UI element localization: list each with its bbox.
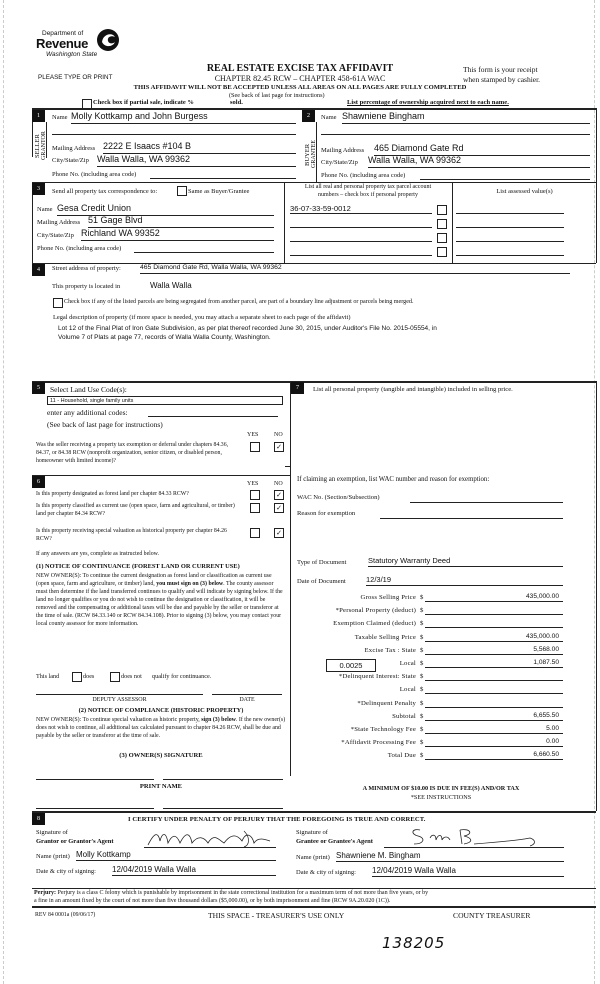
section3-number: 3	[32, 183, 45, 195]
form-title: REAL ESTATE EXCISE TAX AFFIDAVIT	[206, 63, 394, 74]
sold-label: sold.	[230, 99, 243, 106]
minimum-note: A MINIMUM OF $10.00 IS DUE IN FEE(S) AND/OR TAX	[362, 785, 520, 792]
legal-description-line2[interactable]: Volume 7 of Plats at page 77, records of Walla Walla County, Washington.	[58, 334, 271, 341]
see-instructions-note: *SEE INSTRUCTIONS	[410, 794, 472, 801]
print-name-line-1[interactable]	[36, 808, 154, 809]
tax-row-label: Local	[399, 686, 416, 693]
notice-continuance-title: (1) NOTICE OF CONTINUANCE (FOREST LAND OR CURRENT USE)	[36, 563, 240, 570]
buyer-name-label: Name	[321, 114, 337, 121]
land-use-see-back: (See back of last page for instructions)	[47, 420, 163, 429]
center-divider	[290, 381, 291, 776]
section5-top-border	[32, 381, 290, 383]
doc-date-field[interactable]: 12/3/19	[366, 575, 563, 586]
seller-mailing-field[interactable]: 2222 E Isaacs #104 B	[103, 141, 296, 154]
currency-symbol: $	[420, 673, 424, 680]
parcel-header-line2: numbers – check box if personal property	[318, 192, 418, 198]
perjury-text-1: Perjury is a class C felony which is punishable by imprisonment in the state correctional institution for a maximum term of not more than five years, or by	[56, 890, 429, 896]
personal-property-checkbox[interactable]	[437, 205, 447, 215]
buyer-name-line2[interactable]	[321, 134, 590, 135]
tax-row-label: *State Technology Fee	[350, 726, 416, 733]
buyer-city-label: City/State/Zip	[321, 159, 358, 166]
tax-row-value[interactable]: 1,087.50	[425, 659, 563, 668]
grantee-sig-label-1: Signature of	[296, 829, 328, 836]
additional-codes-label: enter any additional codes:	[47, 408, 128, 417]
section8-number: 8	[32, 813, 45, 825]
grantor-sig-label-1: Signature of	[36, 829, 68, 836]
segregated-checkbox[interactable]	[53, 298, 63, 308]
grantee-signature	[390, 826, 540, 848]
print-name-line-2[interactable]	[163, 808, 283, 809]
correspondence-name-label: Name	[37, 206, 53, 213]
footer-divider	[32, 906, 596, 908]
grantee-date-field[interactable]: 12/04/2019 Walla Walla	[372, 866, 564, 877]
notice-continuance-text-a: NEW OWNER(S): To continue the current designation as forest land or classification as current use (open space, farm and agriculture, or timber) land,	[36, 573, 272, 587]
reason-label: Reason for exemption	[297, 510, 356, 517]
print-name-label: PRINT NAME	[139, 783, 183, 790]
logo-line1: Department of	[42, 30, 84, 37]
legal-description-label: Legal description of property (if more space is needed, you may attach a separate sheet to each page of the affidavit)	[53, 314, 351, 321]
dor-logo	[36, 30, 126, 70]
receipt-note-1: This form is your receipt	[463, 65, 538, 74]
seller-name-line2[interactable]	[52, 134, 296, 135]
notice-compliance-text-a: NEW OWNER(S): To continue special valuation as historic property,	[36, 717, 200, 723]
tax-row-label: Gross Selling Price	[360, 594, 416, 601]
grantor-date-field[interactable]: 12/04/2019 Walla Walla	[112, 865, 276, 876]
grantee-name-field[interactable]: Shawniene M. Bingham	[336, 851, 564, 862]
seller-name-field[interactable]: Molly Kottkamp and John Burgess	[71, 111, 296, 124]
section7-right-border	[596, 381, 597, 811]
reason-field[interactable]	[380, 518, 563, 519]
assessed-value-field[interactable]	[456, 232, 564, 242]
personal-property-checkbox[interactable]	[437, 233, 447, 243]
section-right-border	[596, 108, 597, 263]
currency-symbol: $	[420, 594, 424, 601]
tax-row-value[interactable]: 5,568.00	[425, 646, 563, 655]
tax-row-value[interactable]: 6,655.50	[425, 712, 563, 721]
section8-top-border	[32, 811, 596, 813]
deputy-assessor-signature-line[interactable]	[36, 694, 203, 695]
parcel-number-field[interactable]	[290, 246, 432, 256]
owner-signature-line-1[interactable]	[36, 779, 154, 780]
notice-compliance-title: (2) NOTICE OF COMPLIANCE (HISTORIC PROPERTY)	[78, 707, 244, 714]
s6-historic-no-checkbox[interactable]: ✓	[274, 528, 284, 538]
tax-row-value[interactable]	[425, 619, 563, 628]
logo-line2: Revenue	[36, 36, 89, 51]
parcel-number-field[interactable]	[290, 232, 432, 242]
tax-row-value[interactable]	[425, 606, 563, 615]
tax-row-value[interactable]: 435,000.00	[425, 593, 563, 602]
section6-number: 6	[32, 476, 45, 488]
certify-statement: I CERTIFY UNDER PENALTY OF PERJURY THAT THE FOREGOING IS TRUE AND CORRECT.	[128, 816, 426, 823]
seller-phone-label: Phone No. (including area code)	[52, 171, 137, 178]
notice-continuance-text	[36, 572, 286, 628]
doc-type-field[interactable]: Statutory Warranty Deed	[368, 556, 563, 567]
deputy-assessor-label: DEPUTY ASSESSOR	[92, 697, 147, 703]
tax-row-label: *Delinquent Interest: State	[338, 673, 416, 680]
section2-number: 2	[302, 110, 315, 122]
currency-symbol: $	[420, 726, 424, 733]
tax-row-value[interactable]: 6,660.50	[425, 751, 563, 760]
tax-row-value[interactable]	[425, 699, 563, 708]
parcel-header-line1: List all real and personal property tax parcel account	[304, 184, 432, 190]
buyer-mailing-label: Mailing Address	[321, 147, 365, 154]
buyer-phone-field[interactable]	[420, 179, 590, 180]
owner-signature-title: (3) OWNER(S) SIGNATURE	[119, 752, 203, 759]
section7-top-border	[290, 381, 596, 383]
currency-symbol: $	[420, 607, 424, 614]
correspondence-city-field[interactable]: Richland WA 99352	[81, 228, 274, 241]
buyer-mailing-field[interactable]: 465 Diamond Gate Rd	[374, 143, 590, 156]
assessed-header: List assessed value(s)	[496, 188, 553, 195]
tax-row-value[interactable]: 0.00	[425, 738, 563, 747]
correspondence-mailing-field[interactable]: 51 Gage Blvd	[88, 215, 274, 228]
qualify-label: qualify for continuance.	[152, 673, 212, 680]
notice-compliance-text-bold: sign (3) below	[201, 717, 236, 723]
wac-label: WAC No. (Section/Subsection)	[297, 494, 380, 501]
grantor-name-field[interactable]: Molly Kottkamp	[76, 850, 276, 861]
seller-name-label: Name	[52, 114, 68, 121]
tax-row-label: *Affidavit Processing Fee	[341, 739, 416, 746]
section5-number: 5	[32, 382, 45, 394]
correspondence-city-label: City/State/Zip	[37, 232, 74, 239]
street-address-label: Street address of property:	[52, 265, 121, 272]
tax-row-value[interactable]: 435,000.00	[425, 633, 563, 642]
form-chapter: CHAPTER 82.45 RCW – CHAPTER 458-61A WAC	[214, 74, 386, 83]
tax-row-label: Excise Tax : State	[364, 647, 416, 654]
assessor-date-label: DATE	[239, 697, 255, 703]
please-type-label: PLEASE TYPE OR PRINT	[38, 74, 113, 81]
exemption-question: Was the seller receiving a property tax exemption or deferral under chapters 84.36, 84.37, or 84.38 RCW (nonprofit organization, senior citizen, or disabled person, homeowner with limited income)?	[36, 442, 229, 464]
s7-tick	[285, 466, 290, 467]
s6-forest-yes-checkbox[interactable]	[250, 490, 260, 500]
exemption-intro: If claiming an exemption, list WAC number and reason for exemption:	[297, 476, 490, 483]
doc-date-label: Date of Document	[297, 578, 346, 585]
correspondence-phone-field[interactable]	[134, 252, 274, 253]
additional-codes-field[interactable]	[148, 416, 278, 417]
doc-type-label: Type of Document	[297, 559, 347, 566]
notice-compliance-text	[36, 716, 286, 740]
grantor-name-label: Name (print)	[36, 853, 70, 860]
tax-row-label: Subtotal	[392, 713, 416, 720]
s6-question-current-use: Is this property classified as current use (open space, farm and agricultural, or timber) land per chapter 84.34 RCW?	[36, 503, 235, 517]
seller-mailing-label: Mailing Address	[52, 145, 96, 152]
correspondence-mailing-label: Mailing Address	[37, 219, 81, 226]
buyer-side-label: BUYER	[304, 143, 311, 166]
parcel-number-field[interactable]	[290, 218, 432, 228]
does-not-label: does not	[121, 673, 142, 680]
located-in-label: This property is located in	[52, 283, 121, 290]
grantor-signature	[146, 829, 276, 849]
county-treasurer-label: COUNTY TREASURER	[453, 911, 531, 920]
tax-row-label: Taxable Selling Price	[354, 634, 416, 641]
personal-property-checkbox[interactable]	[437, 219, 447, 229]
tax-row-label: Exemption Claimed (deduct)	[333, 620, 416, 627]
s5-yes-header: YES	[247, 432, 259, 438]
street-address-field[interactable]: 465 Diamond Gate Rd, Walla Walla, WA 99362	[140, 264, 570, 274]
parcel-header	[285, 183, 451, 199]
buyer-name-field[interactable]: Shawniene Bingham	[342, 111, 590, 124]
s6-forest-no-checkbox[interactable]: ✓	[274, 490, 284, 500]
handwritten-receipt-number: 138205	[382, 934, 446, 952]
rev-number: REV 84 0001a (09/06/17)	[35, 912, 96, 918]
s6-question-historic: Is this property receiving special valuation as historical property per chapter 84.26 RCW?	[36, 528, 227, 542]
currency-symbol: $	[420, 700, 424, 707]
currency-symbol: $	[420, 660, 424, 667]
receipt-note-2: when stamped by cashier.	[463, 75, 541, 84]
s6-historic-yes-checkbox[interactable]	[250, 528, 260, 538]
assessor-date-line[interactable]	[212, 694, 282, 695]
currency-symbol: $	[420, 647, 424, 654]
perjury-bold: Perjury:	[34, 890, 56, 896]
personal-property-label: List all personal property (tangible and intangible) included in selling price.	[313, 386, 513, 393]
currency-symbol: $	[420, 713, 424, 720]
correspondence-name-field[interactable]: Gesa Credit Union	[57, 203, 274, 216]
section7-number: 7	[291, 382, 304, 394]
segregated-label: Check box if any of the listed parcels are being segregated from another parcel, are part of a boundary line adjustment or parcels being merged.	[64, 299, 414, 305]
tax-row-label: *Personal Property (deduct)	[335, 607, 416, 614]
section4-number: 4	[32, 264, 45, 276]
notice-continuance-text-b: . The county assessor must then determine if the land transferred continues to qualify and will indicate by signing below. If the land no longer qualifies or you do not wish to continue the designation or classification, it will be removed and the compensating or additional taxes will be due and payable by the seller or transferor at the time of sale. (RCW 84.33.140 or RCW 84.34.108). Prior to signing (3) below, you may contact your local county assessor for more information.	[36, 581, 283, 627]
seller-phone-field[interactable]	[150, 178, 296, 179]
legal-description-line1[interactable]: Lot 12 of the Final Plat of Iron Gate Subdivision, as per plat thereof recorded June 30, 2015, under Auditor's File No. 2015-05554, in	[58, 325, 437, 332]
currency-symbol: $	[420, 686, 424, 693]
if-yes-note: If any answers are yes, complete as instructed below.	[36, 551, 159, 557]
send-correspondence-label: Send all property tax correspondence to:	[52, 188, 158, 195]
grantee-side-label: GRANTEE	[311, 140, 317, 168]
assessed-value-field[interactable]	[456, 218, 564, 228]
s6-current-use-yes-checkbox[interactable]	[250, 503, 260, 513]
scan-edge-left	[3, 0, 5, 984]
s5-no-header: NO	[274, 432, 283, 438]
tax-row-value[interactable]	[425, 685, 563, 694]
personal-property-field[interactable]	[296, 398, 586, 462]
same-as-buyer-label: Same as Buyer/Grantee	[188, 188, 250, 195]
s6-question-forest: Is this property designated as forest land per chapter 84.33 RCW?	[36, 491, 189, 497]
owner-signature-line-2[interactable]	[163, 779, 283, 780]
tax-row-label: *Delinquent Penalty	[357, 700, 416, 707]
buyer-city-field[interactable]: Walla Walla, WA 99362	[368, 155, 590, 168]
grantor-date-label: Date & city of signing:	[36, 868, 96, 875]
seller-side-label: SELLER	[34, 134, 41, 158]
notice-continuance-text-bold: you must sign on (3) below	[156, 581, 224, 587]
grantor-sig-label-2: Grantor or Grantor's Agent	[36, 838, 114, 845]
notice-compliance-text-b: . If the new owner(s) does not wish to continue, all additional tax calculated pursuant to chapter 84.26 RCW, shall be due and payable by the seller or transferor at the time of sale.	[36, 717, 286, 739]
section1-number: 1	[32, 110, 45, 122]
form-warning: THIS AFFIDAVIT WILL NOT BE ACCEPTED UNLESS ALL AREAS ON ALL PAGES ARE FULLY COMPLETED	[133, 84, 467, 91]
treasurer-use-label: THIS SPACE - TREASURER'S USE ONLY	[208, 911, 345, 920]
parcel-number-field[interactable]: 36-07-33-59-0012	[290, 204, 432, 214]
does-qualify-checkbox[interactable]	[72, 672, 82, 682]
s6-yes-header: YES	[247, 481, 259, 487]
s6-current-use-no-checkbox[interactable]: ✓	[274, 503, 284, 513]
this-land-label: This land	[36, 673, 60, 680]
tax-row-value[interactable]: 5.00	[425, 725, 563, 734]
ownership-note: List percentage of ownership acquired next to each name.	[347, 99, 509, 106]
partial-sale-label: Check box if partial sale, indicate %	[93, 99, 194, 106]
correspondence-phone-label: Phone No. (including area code)	[37, 245, 122, 252]
seller-city-field[interactable]: Walla Walla, WA 99362	[97, 154, 296, 167]
currency-symbol: $	[420, 739, 424, 746]
perjury-line1	[34, 890, 428, 896]
section6-top-border	[32, 475, 290, 476]
currency-symbol: $	[420, 752, 424, 759]
see-back-note: (See back of last page for instructions)	[229, 92, 325, 99]
dor-swirl-logo-icon	[96, 28, 120, 52]
located-in-value[interactable]: Walla Walla	[150, 281, 192, 290]
tax-row-label: Local	[399, 660, 416, 667]
seller-city-label: City/State/Zip	[52, 157, 89, 164]
same-as-buyer-checkbox[interactable]	[177, 186, 187, 196]
footer-top-border	[32, 888, 596, 889]
grantee-name-label: Name (print)	[296, 854, 330, 861]
currency-symbol: $	[420, 634, 424, 641]
perjury-line2: a fine in an amount fixed by the court of not more than five thousand dollars ($5,000.00), or by both imprisonment and fine (RCW 9A.20.020 (1C)).	[34, 898, 391, 904]
assessed-value-field[interactable]	[456, 246, 564, 256]
currency-symbol: $	[420, 620, 424, 627]
s5-exemption-yes-checkbox[interactable]	[250, 442, 260, 452]
grantor-side-label: GRANTOR	[41, 131, 47, 160]
does-label: does	[83, 673, 95, 680]
tax-row-value[interactable]	[425, 672, 563, 681]
logo-line3: Washington State	[46, 51, 98, 58]
land-use-select[interactable]: 11 - Household, single family units	[47, 396, 283, 405]
s6-no-header: NO	[274, 481, 283, 487]
grantee-sig-label-2: Grantee or Grantee's Agent	[296, 838, 373, 845]
does-not-qualify-checkbox[interactable]	[110, 672, 120, 682]
grantee-date-label: Date & city of signing:	[296, 869, 356, 876]
s5-exemption-no-checkbox[interactable]: ✓	[274, 442, 284, 452]
personal-property-checkbox[interactable]	[437, 247, 447, 257]
buyer-phone-label: Phone No. (including area code)	[321, 172, 406, 179]
tax-row-label: Total Due	[387, 752, 416, 759]
wac-field[interactable]	[410, 502, 563, 503]
local-rate-field[interactable]: 0.0025	[326, 659, 376, 672]
assessed-value-field[interactable]	[456, 204, 564, 214]
land-use-label: Select Land Use Code(s):	[50, 385, 127, 394]
